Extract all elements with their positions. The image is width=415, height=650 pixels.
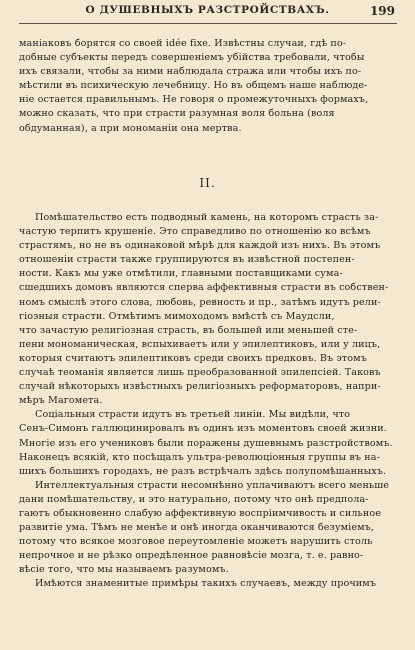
text-line: частую терпитъ крушеніе. Это справедливо по отношенію ко всѣмъ [19, 226, 371, 238]
text-line: вѣсіе того, что мы называемъ разумомъ. [19, 564, 229, 576]
text-line: Соціальныя страсти идутъ въ третьей линіи. Мы видѣли, что [35, 409, 351, 421]
text-line: обдуманная), а при мономаніи она мертва. [19, 122, 242, 134]
text-line: страстямъ, но не въ одинаковой мѣрѣ для каждой изъ нихъ. Въ этомъ [19, 240, 381, 252]
section-heading: II. [199, 176, 216, 190]
text-line: шихъ большихъ городахъ, не разъ встрѣчалъ здѣсь полупомѣшанныхъ. [19, 465, 387, 477]
text-line: ности. Какъ мы уже отмѣтили, главными поставщиками сума- [19, 268, 343, 280]
text-line: случаѣ теоманія является лишь преобразованной эпилепсіей. Таковъ [19, 367, 381, 379]
text-line: маніаковъ борятся со своей idée fixe. Извѣстны случаи, гдѣ по- [19, 38, 347, 49]
text-line: дани помѣшательству, и это натурально, потому что онѣ предпола- [19, 493, 369, 505]
text-line: Интеллектуальныя страсти несомнѣнно уплачиваютъ всего меньше [35, 479, 390, 491]
text-line: ніе остается правильнымъ. Не говоря о промежуточныхъ формахъ, [19, 94, 369, 106]
paragraph-continuation [19, 37, 399, 136]
text-line: Помѣшательство есть подводный камень, на которомъ страсть за- [35, 212, 379, 223]
text-line: отношеніи страсти также группируются въ извѣстной постепен- [19, 254, 355, 266]
text-line: Сенъ-Симонъ галлюцинировалъ въ одинъ изъ моментовъ своей жизни. [19, 423, 387, 435]
text-line: потому что всякое мозговое переутомленіе можетъ нарушить столь [19, 536, 373, 548]
text-line: номъ смыслѣ этого слова, любовь, ревность и пр., затѣмъ идутъ рели- [19, 296, 381, 308]
text-line: ихъ связали, чтобы за ними наблюдала стража или чтобы ихъ по- [19, 66, 362, 78]
text-line: что зачастую религіозная страсть, въ большей или меньшей сте- [19, 324, 358, 336]
text-line: пени мономаническая, вспыхиваетъ или у эпилептиковъ, или у лицъ, [19, 338, 381, 350]
text-line: Имѣются знаменитые примѣры такихъ случаевъ, между прочимъ [35, 578, 377, 590]
text-line: мѣръ Магомета. [19, 395, 103, 407]
header-rule [19, 23, 397, 24]
running-title: О ДУШЕВНЫХЪ РАЗСТРОЙСТВАХЪ. [85, 4, 330, 16]
text-line: которыя считаютъ эпилептиковъ среди своихъ предковъ. Въ этомъ [19, 352, 367, 364]
text-line: непрочное и не рѣзко опредѣленное равновѣсіе мозга, т. е. равно- [19, 550, 364, 562]
text-line: можно сказать, что при страсти разумная воля больна (воля [19, 108, 335, 120]
text-line: Наконецъ всякій, кто посѣщалъ ультра-революціонныя группы въ на- [19, 451, 380, 463]
text-line: гаютъ обыкновенно слабую аффективную воспріимчивость и сильное [19, 507, 382, 519]
section-body [19, 211, 399, 592]
text-line: сшедшихъ домовъ являются сперва аффективныя страсти въ собствен- [19, 282, 389, 294]
text-line: гіозныя страсти. Отмѣтимъ мимоходомъ вмѣстѣ съ Маудсли, [19, 310, 335, 322]
page-number: 199 [369, 4, 395, 18]
text-line: случай нѣкоторыхъ извѣстныхъ религіозныхъ реформаторовъ, напри- [19, 381, 381, 393]
page-header [0, 4, 415, 22]
text-line: развитіе ума. Тѣмъ не менѣе и онѣ иногда оканчиваются безуміемъ, [19, 522, 375, 534]
text-line: мѣстили въ психическую лечебницу. Но въ общемъ наше наблюде- [19, 80, 368, 92]
text-line: добные субъекты передъ совершеніемъ убійства требовали, чтобы [19, 52, 365, 64]
text-line: Многіе изъ его учениковъ были поражены душевнымъ разстройствомъ. [19, 437, 393, 449]
